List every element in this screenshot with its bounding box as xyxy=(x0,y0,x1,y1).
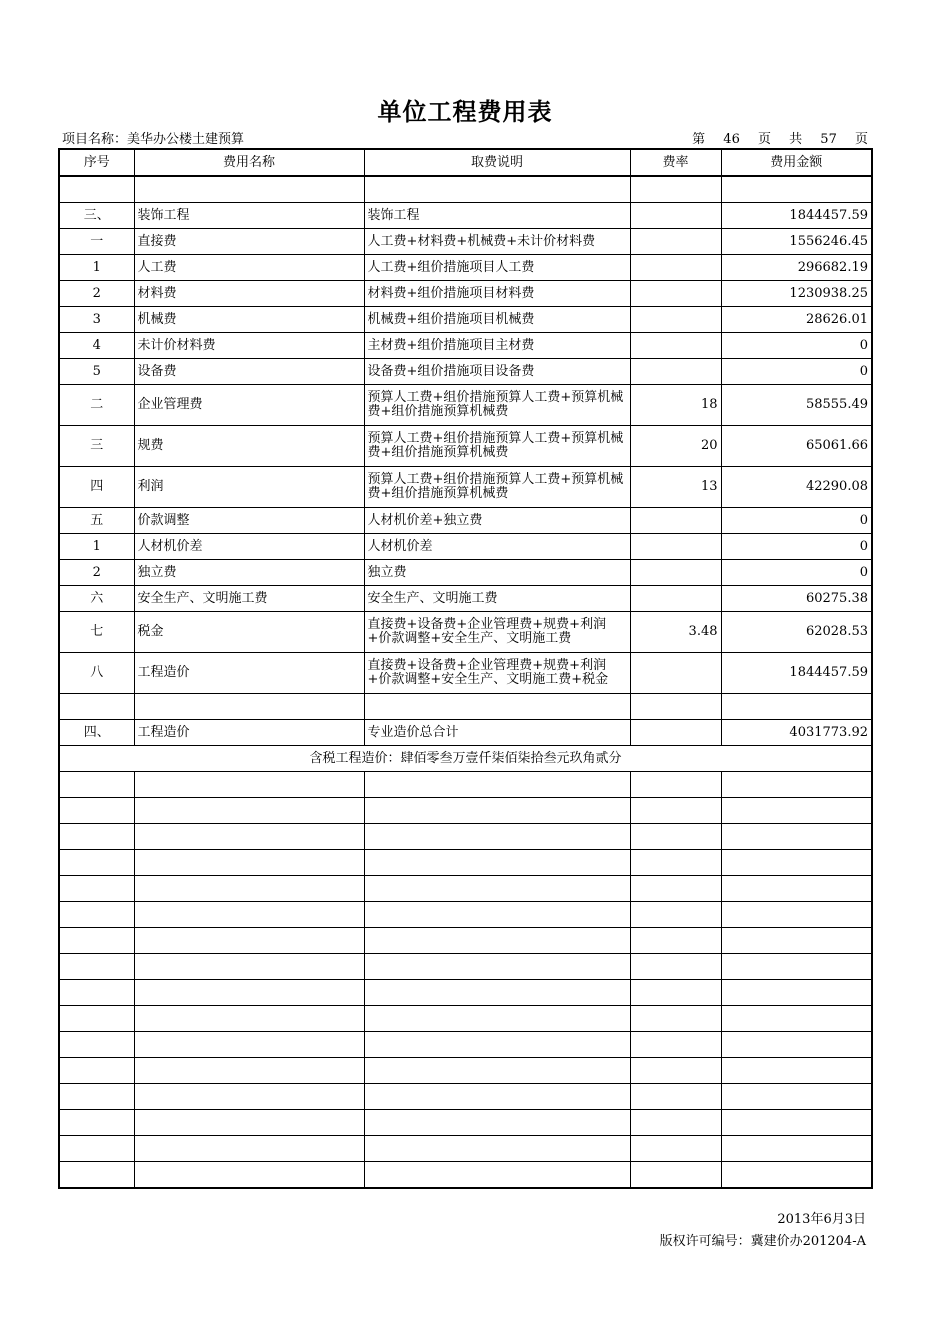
cell-amount: 0 xyxy=(721,534,872,560)
table-row xyxy=(59,255,872,281)
empty-cell xyxy=(364,1058,630,1084)
cell-amount: 296682.19 xyxy=(721,255,872,281)
cell-seq: 七 xyxy=(59,612,134,653)
table-row xyxy=(59,653,872,694)
empty-row xyxy=(59,1110,872,1136)
cell-amount xyxy=(721,176,872,203)
cell-name: 人材机价差 xyxy=(134,534,364,560)
table-row xyxy=(59,333,872,359)
empty-cell xyxy=(630,928,721,954)
empty-cell xyxy=(134,1058,364,1084)
empty-cell xyxy=(721,954,872,980)
empty-cell xyxy=(59,824,134,850)
empty-cell xyxy=(721,1162,872,1189)
empty-cell xyxy=(134,980,364,1006)
cell-amount: 0 xyxy=(721,560,872,586)
table-row xyxy=(59,307,872,333)
empty-cell xyxy=(59,1136,134,1162)
page-title: 单位工程费用表 xyxy=(377,98,553,126)
cell-rate xyxy=(630,653,721,694)
cell-amount: 1556246.45 xyxy=(721,229,872,255)
empty-cell xyxy=(364,1162,630,1189)
empty-cell xyxy=(59,850,134,876)
cell-name: 独立费 xyxy=(134,560,364,586)
cell-amount: 58555.49 xyxy=(721,385,872,426)
cell-desc: 直接费+设备费+企业管理费+规费+利润+价款调整+安全生产、文明施工费+税金 xyxy=(364,653,630,694)
cell-name xyxy=(134,694,364,720)
cell-amount: 1844457.59 xyxy=(721,203,872,229)
cell-seq: 五 xyxy=(59,508,134,534)
empty-cell xyxy=(134,824,364,850)
cell-rate xyxy=(630,359,721,385)
empty-row xyxy=(59,954,872,980)
cell-rate xyxy=(630,333,721,359)
empty-row xyxy=(59,1058,872,1084)
empty-cell xyxy=(59,1058,134,1084)
project-name: 项目名称：美华办公楼土建预算 xyxy=(62,132,245,147)
empty-cell xyxy=(630,980,721,1006)
empty-cell xyxy=(721,1110,872,1136)
cell-desc: 主材费+组价措施项目主材费 xyxy=(364,333,630,359)
empty-cell xyxy=(134,876,364,902)
cell-rate xyxy=(630,720,721,746)
empty-cell xyxy=(364,850,630,876)
cell-desc: 安全生产、文明施工费 xyxy=(364,586,630,612)
col-header-amount: 费用金额 xyxy=(721,149,872,176)
table-row xyxy=(59,508,872,534)
cell-name: 装饰工程 xyxy=(134,203,364,229)
empty-cell xyxy=(630,824,721,850)
cell-seq: 1 xyxy=(59,534,134,560)
table-row xyxy=(59,694,872,720)
empty-row xyxy=(59,824,872,850)
empty-cell xyxy=(630,1058,721,1084)
cell-desc xyxy=(364,176,630,203)
cell-seq: 三、 xyxy=(59,203,134,229)
col-header-desc: 取费说明 xyxy=(364,149,630,176)
table-row xyxy=(59,385,872,426)
empty-row xyxy=(59,850,872,876)
page-mid: 页 xyxy=(757,132,771,147)
empty-cell xyxy=(630,1162,721,1189)
empty-row xyxy=(59,902,872,928)
empty-cell xyxy=(364,1032,630,1058)
empty-cell xyxy=(134,1110,364,1136)
cell-amount: 65061.66 xyxy=(721,426,872,467)
cell-name: 设备费 xyxy=(134,359,364,385)
cell-name: 规费 xyxy=(134,426,364,467)
table-row xyxy=(59,534,872,560)
cell-amount: 28626.01 xyxy=(721,307,872,333)
page-suffix: 页 xyxy=(854,132,868,147)
table-row xyxy=(59,203,872,229)
empty-cell xyxy=(721,1136,872,1162)
cell-seq: 3 xyxy=(59,307,134,333)
empty-cell xyxy=(364,876,630,902)
cell-name: 价款调整 xyxy=(134,508,364,534)
cell-amount xyxy=(721,694,872,720)
cell-desc: 人工费+组价措施项目人工费 xyxy=(364,255,630,281)
footer-license: 版权许可编号：冀建价办201204-A xyxy=(659,1234,866,1249)
empty-cell xyxy=(721,928,872,954)
cell-amount: 60275.38 xyxy=(721,586,872,612)
cell-desc: 预算人工费+组价措施预算人工费+预算机械费+组价措施预算机械费 xyxy=(364,467,630,508)
page-prefix: 第 xyxy=(692,132,706,147)
cell-amount: 1844457.59 xyxy=(721,653,872,694)
cell-amount: 0 xyxy=(721,333,872,359)
empty-cell xyxy=(721,1058,872,1084)
empty-cell xyxy=(364,954,630,980)
cell-seq: 二 xyxy=(59,385,134,426)
cell-desc: 材料费+组价措施项目材料费 xyxy=(364,281,630,307)
empty-cell xyxy=(721,902,872,928)
table-row xyxy=(59,426,872,467)
empty-row xyxy=(59,1032,872,1058)
cell-desc: 预算人工费+组价措施预算人工费+预算机械费+组价措施预算机械费 xyxy=(364,385,630,426)
cell-seq: 2 xyxy=(59,560,134,586)
empty-cell xyxy=(364,1084,630,1110)
cell-seq xyxy=(59,176,134,203)
empty-cell xyxy=(134,798,364,824)
cell-desc: 专业造价总合计 xyxy=(364,720,630,746)
empty-cell xyxy=(59,876,134,902)
cell-seq: 四 xyxy=(59,467,134,508)
cell-amount: 4031773.92 xyxy=(721,720,872,746)
empty-cell xyxy=(59,1084,134,1110)
empty-cell xyxy=(364,772,630,798)
cell-amount: 0 xyxy=(721,359,872,385)
empty-cell xyxy=(59,798,134,824)
cell-seq: 5 xyxy=(59,359,134,385)
cell-name: 材料费 xyxy=(134,281,364,307)
page-current: 46 xyxy=(723,132,740,147)
empty-row xyxy=(59,772,872,798)
empty-cell xyxy=(134,1136,364,1162)
empty-row xyxy=(59,798,872,824)
cell-desc xyxy=(364,694,630,720)
empty-cell xyxy=(59,902,134,928)
cell-desc: 人材机价差 xyxy=(364,534,630,560)
empty-cell xyxy=(721,876,872,902)
table-row xyxy=(59,560,872,586)
empty-cell xyxy=(59,1032,134,1058)
table-row xyxy=(59,612,872,653)
cell-name: 利润 xyxy=(134,467,364,508)
cell-rate: 3.48 xyxy=(630,612,721,653)
cell-rate xyxy=(630,560,721,586)
table-row xyxy=(59,467,872,508)
cell-rate: 13 xyxy=(630,467,721,508)
empty-row xyxy=(59,1162,872,1189)
cell-desc: 装饰工程 xyxy=(364,203,630,229)
page-total-label: 共 xyxy=(789,132,803,147)
empty-cell xyxy=(630,1006,721,1032)
cell-desc: 人工费+材料费+机械费+未计价材料费 xyxy=(364,229,630,255)
empty-cell xyxy=(59,1110,134,1136)
cell-amount: 62028.53 xyxy=(721,612,872,653)
cell-amount: 0 xyxy=(721,508,872,534)
empty-cell xyxy=(630,902,721,928)
empty-cell xyxy=(364,980,630,1006)
cell-rate xyxy=(630,534,721,560)
cell-rate xyxy=(630,694,721,720)
table-row xyxy=(59,720,872,746)
cell-amount: 42290.08 xyxy=(721,467,872,508)
empty-cell xyxy=(364,928,630,954)
cell-desc: 直接费+设备费+企业管理费+规费+利润+价款调整+安全生产、文明施工费 xyxy=(364,612,630,653)
page-info xyxy=(686,128,868,147)
empty-row xyxy=(59,980,872,1006)
cell-rate xyxy=(630,307,721,333)
empty-cell xyxy=(134,902,364,928)
empty-cell xyxy=(721,1006,872,1032)
empty-cell xyxy=(59,928,134,954)
empty-cell xyxy=(134,1084,364,1110)
empty-cell xyxy=(630,772,721,798)
summary-text: 含税工程造价：肆佰零叁万壹仟柒佰柒拾叁元玖角贰分 xyxy=(59,746,872,772)
empty-row xyxy=(59,1136,872,1162)
col-header-seq: 序号 xyxy=(59,149,134,176)
empty-row xyxy=(59,928,872,954)
cell-seq: 八 xyxy=(59,653,134,694)
col-header-rate: 费率 xyxy=(630,149,721,176)
cell-name: 机械费 xyxy=(134,307,364,333)
empty-cell xyxy=(59,954,134,980)
empty-cell xyxy=(721,980,872,1006)
empty-cell xyxy=(364,902,630,928)
empty-cell xyxy=(59,980,134,1006)
cell-rate: 18 xyxy=(630,385,721,426)
table-header xyxy=(59,149,872,176)
fee-table xyxy=(58,148,873,1189)
cell-name: 工程造价 xyxy=(134,653,364,694)
empty-cell xyxy=(364,1006,630,1032)
empty-cell xyxy=(134,1006,364,1032)
cell-desc: 机械费+组价措施项目机械费 xyxy=(364,307,630,333)
table-row xyxy=(59,281,872,307)
cell-desc: 预算人工费+组价措施预算人工费+预算机械费+组价措施预算机械费 xyxy=(364,426,630,467)
empty-cell xyxy=(364,1136,630,1162)
table-row xyxy=(59,586,872,612)
footer-date: 2013年6月3日 xyxy=(777,1212,866,1227)
empty-row xyxy=(59,1084,872,1110)
empty-cell xyxy=(134,772,364,798)
cell-rate xyxy=(630,176,721,203)
empty-cell xyxy=(364,798,630,824)
empty-cell xyxy=(630,954,721,980)
cell-seq xyxy=(59,694,134,720)
cell-name: 工程造价 xyxy=(134,720,364,746)
empty-cell xyxy=(721,1032,872,1058)
empty-cell xyxy=(134,1162,364,1189)
cell-desc: 独立费 xyxy=(364,560,630,586)
empty-cell xyxy=(59,1162,134,1189)
empty-cell xyxy=(630,876,721,902)
empty-cell xyxy=(721,824,872,850)
cell-name: 未计价材料费 xyxy=(134,333,364,359)
empty-cell xyxy=(721,1084,872,1110)
cell-seq: 1 xyxy=(59,255,134,281)
cell-rate xyxy=(630,586,721,612)
cell-amount: 1230938.25 xyxy=(721,281,872,307)
cell-seq: 四、 xyxy=(59,720,134,746)
empty-cell xyxy=(134,1032,364,1058)
cell-seq: 三 xyxy=(59,426,134,467)
cell-rate xyxy=(630,255,721,281)
cell-rate: 20 xyxy=(630,426,721,467)
cell-name: 税金 xyxy=(134,612,364,653)
col-header-name: 费用名称 xyxy=(134,149,364,176)
empty-cell xyxy=(630,1084,721,1110)
summary-row xyxy=(59,746,872,772)
empty-cell xyxy=(721,850,872,876)
empty-cell xyxy=(134,928,364,954)
empty-cell xyxy=(364,824,630,850)
empty-cell xyxy=(630,1032,721,1058)
empty-cell xyxy=(721,798,872,824)
cell-seq: 六 xyxy=(59,586,134,612)
table-row xyxy=(59,359,872,385)
cell-seq: 4 xyxy=(59,333,134,359)
empty-cell xyxy=(134,954,364,980)
cell-name: 企业管理费 xyxy=(134,385,364,426)
cell-desc: 设备费+组价措施项目设备费 xyxy=(364,359,630,385)
cell-rate xyxy=(630,508,721,534)
empty-row xyxy=(59,1006,872,1032)
table-row xyxy=(59,229,872,255)
cell-seq: 一 xyxy=(59,229,134,255)
empty-cell xyxy=(59,1006,134,1032)
empty-cell xyxy=(134,850,364,876)
cell-seq: 2 xyxy=(59,281,134,307)
empty-row xyxy=(59,876,872,902)
empty-cell xyxy=(59,772,134,798)
empty-cell xyxy=(630,1136,721,1162)
empty-cell xyxy=(364,1110,630,1136)
empty-cell xyxy=(721,772,872,798)
cell-rate xyxy=(630,281,721,307)
table-row xyxy=(59,176,872,203)
cell-desc: 人材机价差+独立费 xyxy=(364,508,630,534)
empty-cell xyxy=(630,850,721,876)
cell-rate xyxy=(630,229,721,255)
cell-name: 人工费 xyxy=(134,255,364,281)
cell-rate xyxy=(630,203,721,229)
cell-name: 安全生产、文明施工费 xyxy=(134,586,364,612)
empty-cell xyxy=(630,1110,721,1136)
empty-cell xyxy=(630,798,721,824)
cell-name xyxy=(134,176,364,203)
cell-name: 直接费 xyxy=(134,229,364,255)
page-total: 57 xyxy=(820,132,837,147)
